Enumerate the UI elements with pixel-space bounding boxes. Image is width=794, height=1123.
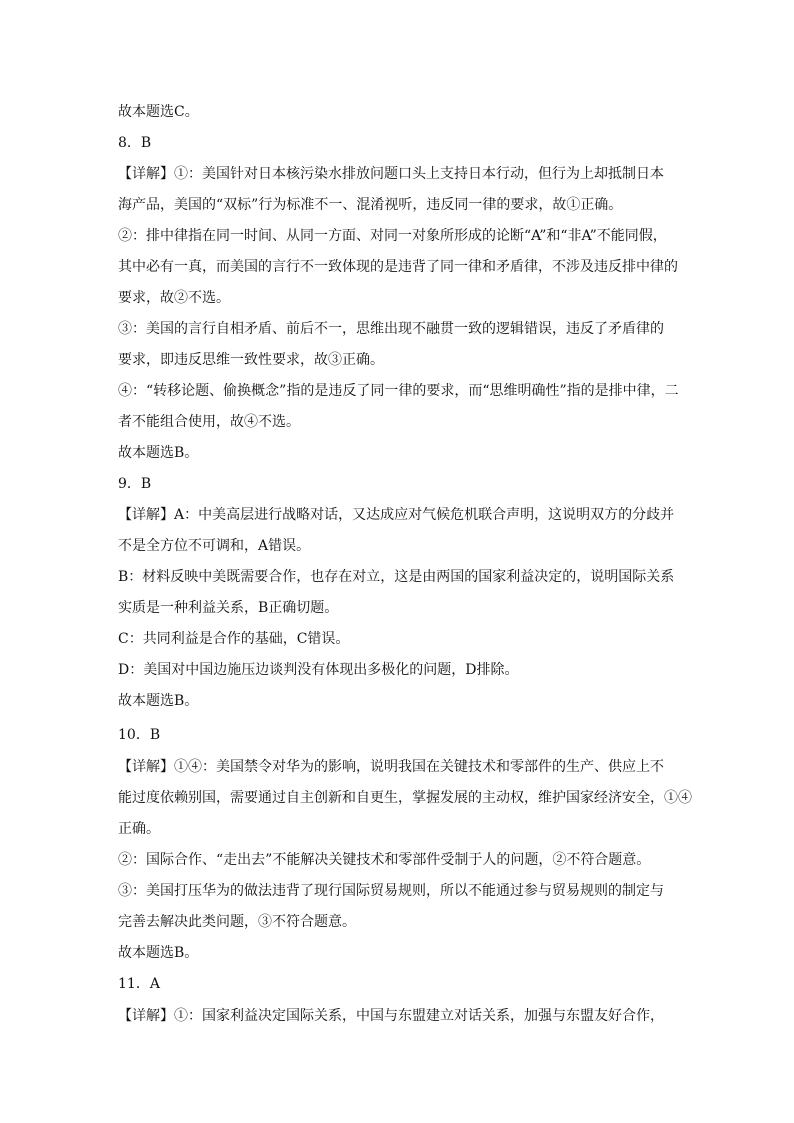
- text-line: 者不能组合使用，故④不选。: [118, 414, 300, 430]
- text-line: 要求，故②不选。: [118, 290, 230, 306]
- question-number: 10．B: [118, 727, 161, 743]
- text-line: ④：“转移论题、偷换概念”指的是违反了同一律的要求，而“思维明确性”指的是排中律，二: [118, 383, 679, 399]
- question-number: 9．B: [118, 476, 152, 492]
- text-line: 故本题选B。: [118, 445, 199, 461]
- question-number: 11．A: [118, 976, 160, 992]
- text-line: 【详解】①：国家利益决定国际关系，中国与东盟建立对话关系，加强与东盟友好合作，: [118, 1008, 664, 1024]
- text-line: 能过度依赖别国，需要通过自主创新和自更生，掌握发展的主动权，维护国家经济安全，①④: [118, 790, 692, 806]
- text-line: 不是全方位不可调和，A错误。: [118, 538, 311, 554]
- text-line: 海产品，美国的“双标”行为标准不一、混淆视听，违反同一律的要求，故①正确。: [118, 197, 623, 213]
- text-line: 故本题选B。: [118, 693, 199, 709]
- text-line: 实质是一种利益关系，B正确切题。: [118, 600, 339, 616]
- text-line: ③：美国的言行自相矛盾、前后不一，思维出现不融贯一致的逻辑错误，违反了矛盾律的: [118, 321, 664, 337]
- text-line: B：材料反映中美既需要合作，也存在对立，这是由两国的国家利益决定的，说明国际关系: [118, 569, 675, 585]
- text-line: 其中必有一真，而美国的言行不一致体现的是违背了同一律和矛盾律，不涉及违反排中律的: [118, 259, 678, 275]
- text-line: 完善去解决此类问题，③不符合题意。: [118, 914, 356, 930]
- text-line: 故本题选B。: [118, 945, 199, 961]
- text-line: 要求，即违反思维一致性要求，故③正确。: [118, 352, 384, 368]
- text-line: 【详解】①：美国针对日本核污染水排放问题口头上支持日本行动，但行为上却抵制日本: [118, 166, 664, 182]
- text-line: C：共同利益是合作的基础，C错误。: [118, 631, 350, 647]
- text-line: ②：排中律指在同一时间、从同一方面、对同一对象所形成的论断“A”和“非A”不能同假，: [118, 228, 667, 244]
- text-line: 【详解】①④：美国禁令对华为的影响，说明我国在关键技术和零部件的生产、供应上不: [118, 759, 664, 775]
- text-line: 故本题选C。: [118, 104, 199, 120]
- text-line: ③：美国打压华为的做法违背了现行国际贸易规则，所以不能通过参与贸易规则的制定与: [118, 883, 664, 899]
- question-number: 8．B: [118, 135, 152, 151]
- text-line: D：美国对中国边施压边谈判没有体现出多极化的问题，D排除。: [118, 662, 519, 678]
- text-line: ②：国际合作、“走出去”不能解决关键技术和零部件受制于人的问题，②不符合题意。: [118, 852, 651, 868]
- text-line: 【详解】A：中美高层进行战略对话，又达成应对气候危机联合声明，这说明双方的分歧并: [118, 507, 675, 523]
- text-line: 正确。: [118, 821, 160, 837]
